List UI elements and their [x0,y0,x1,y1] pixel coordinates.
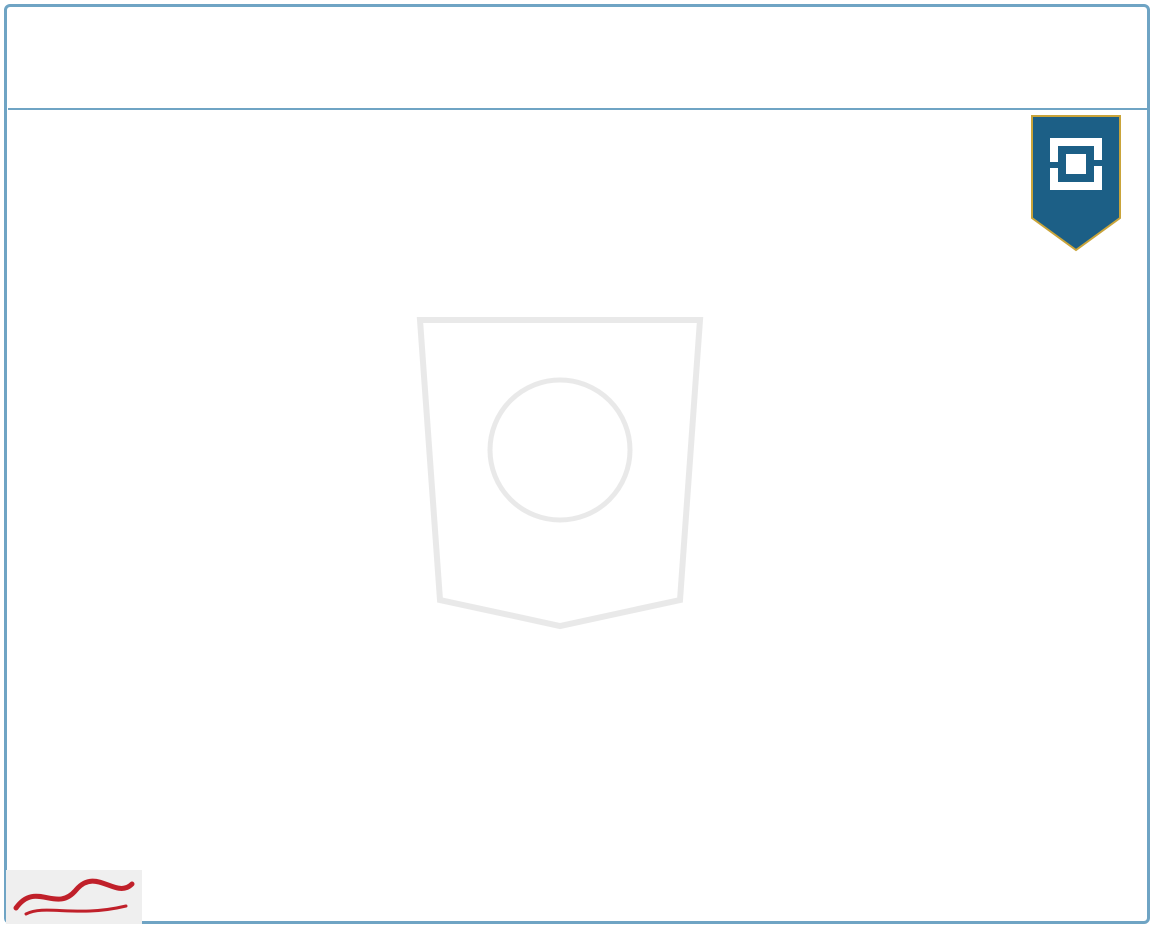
municipality-logo-icon [1030,114,1122,252]
notice-header [8,8,1150,110]
brand-logo-icon [6,870,142,924]
watermark-emblem-icon [380,300,740,630]
